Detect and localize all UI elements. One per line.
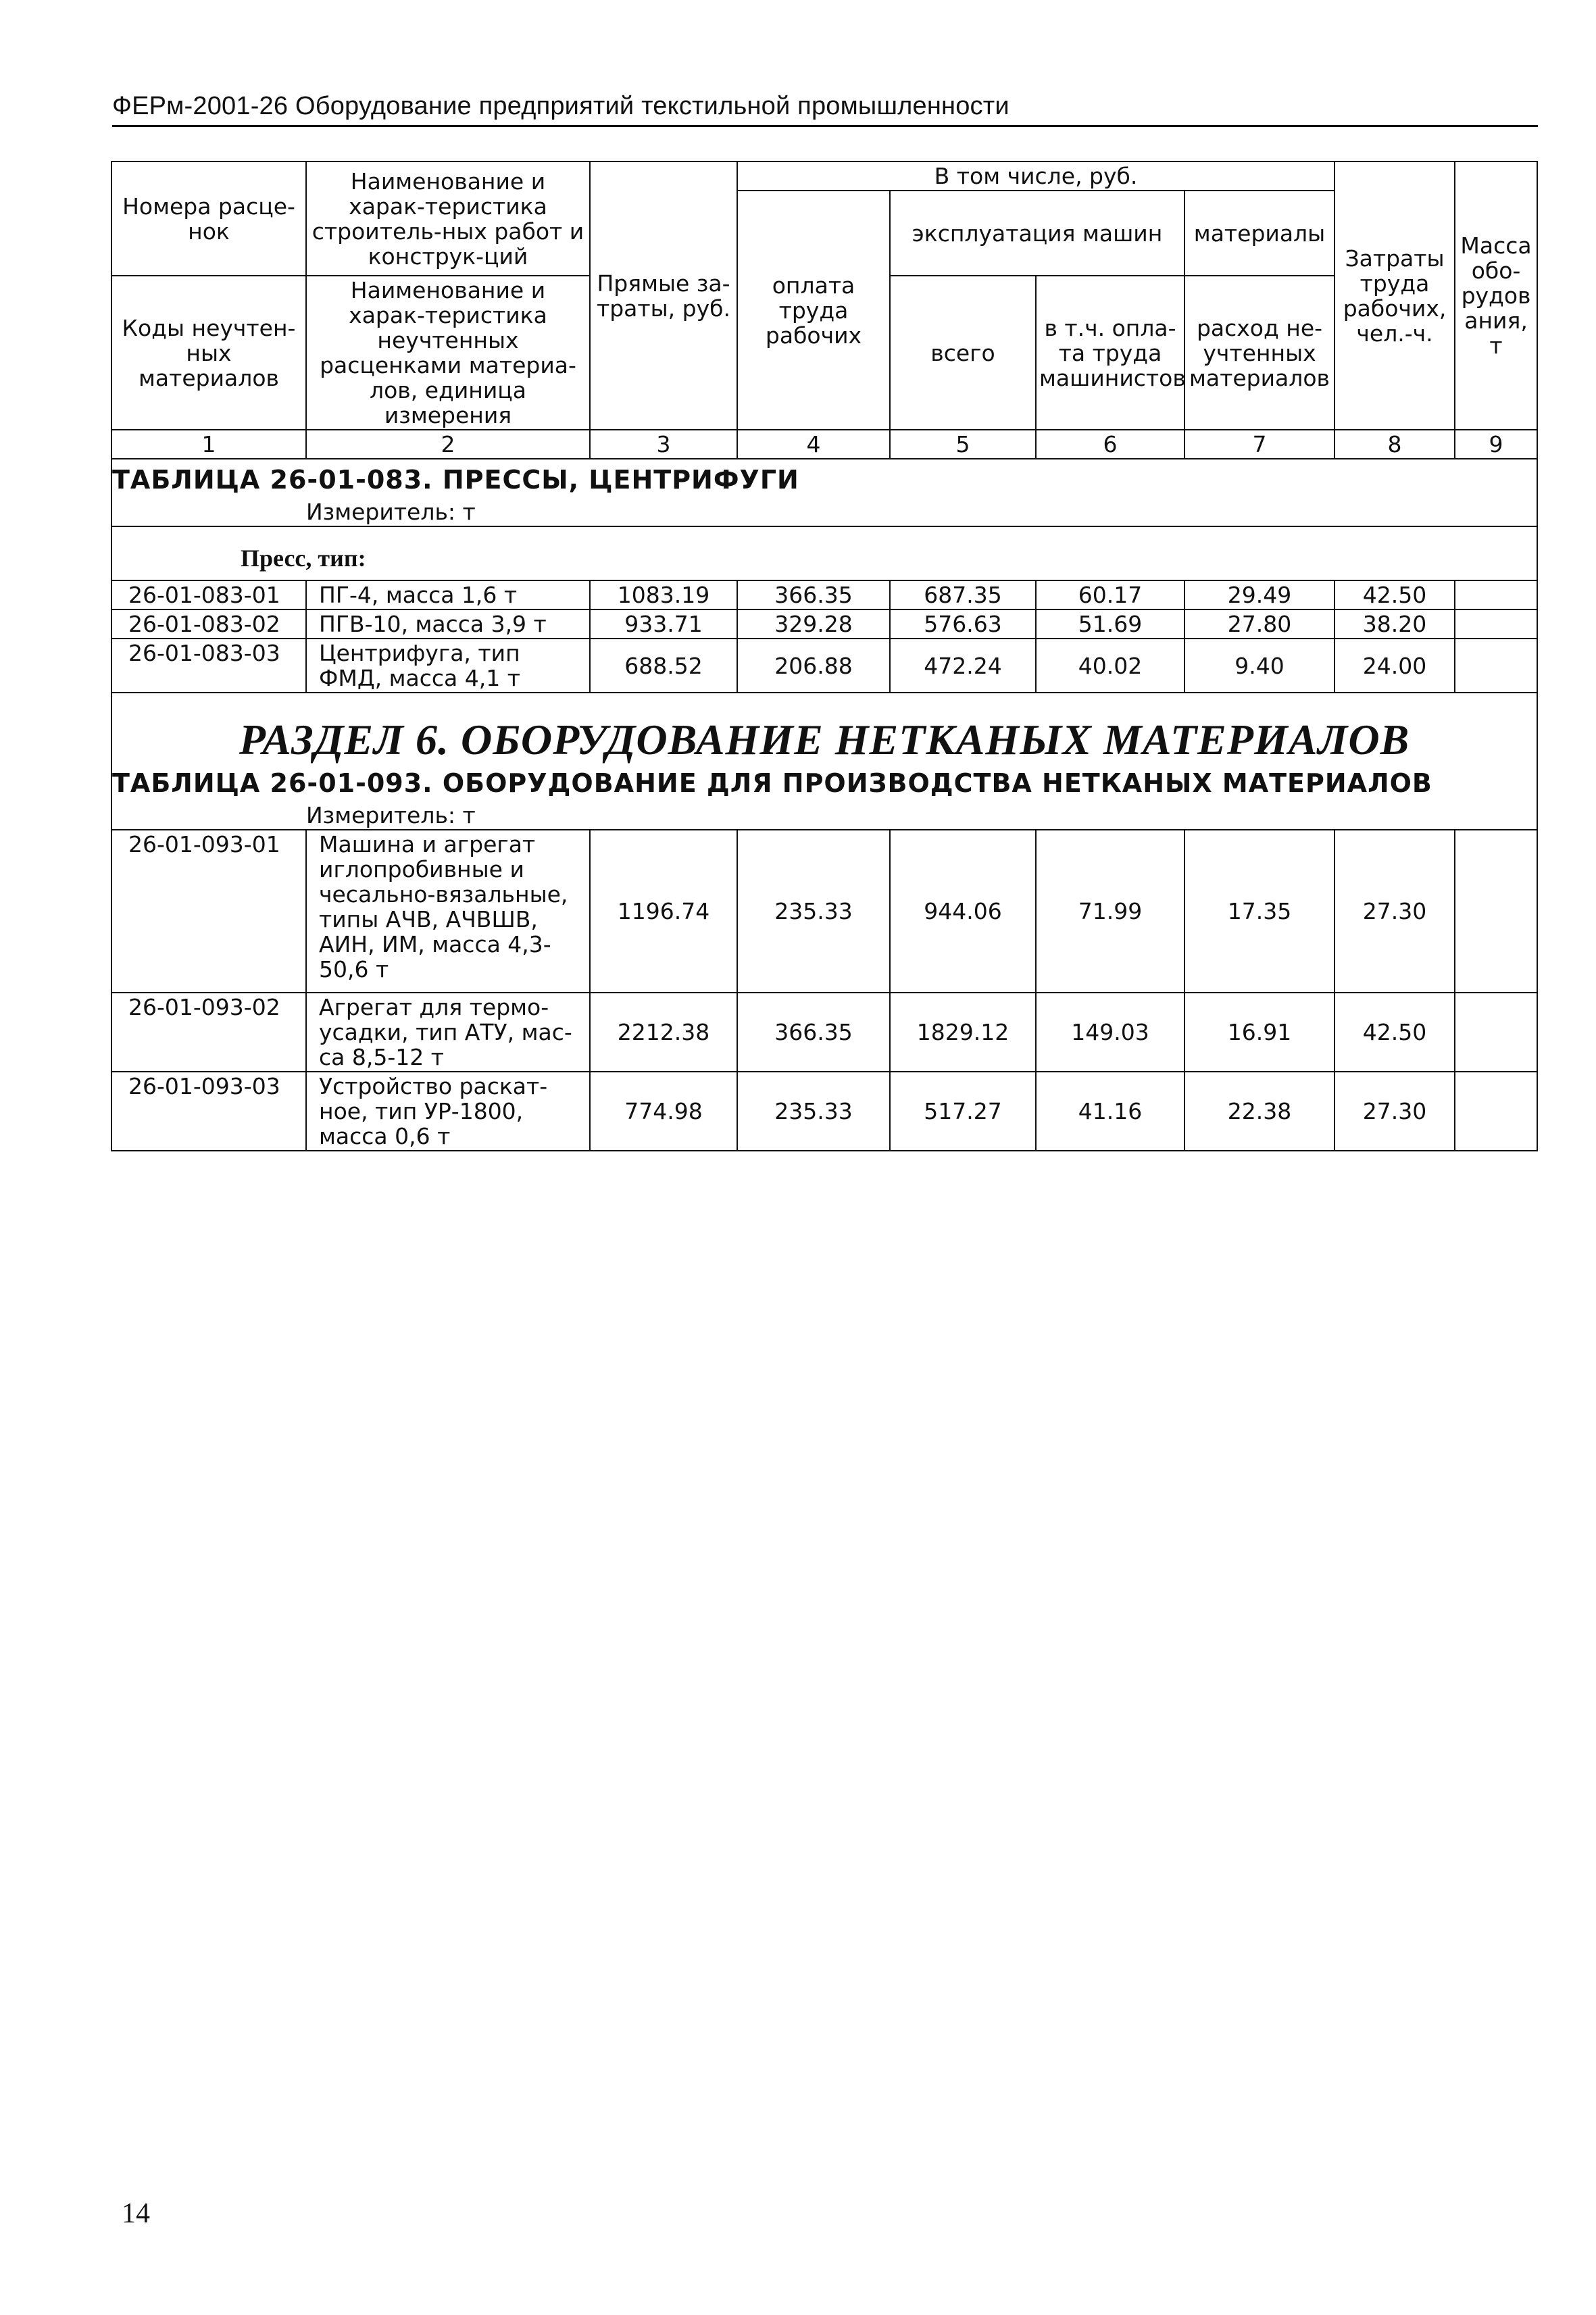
labor-costs: 235.33 [737,1072,890,1151]
machines-header: эксплуатация машин [890,191,1184,276]
direct-costs: 1196.74 [590,830,737,993]
col8-header: Затраты труда рабочих, чел.-ч. [1335,161,1455,430]
operator-costs: 149.03 [1036,993,1184,1072]
machine-costs: 517.27 [890,1072,1036,1151]
rate-code: 26-01-093-01 [111,830,306,993]
rate-name: ПГВ-10, масса 3,9 т [306,609,590,639]
operator-costs: 41.16 [1036,1072,1184,1151]
labor-hours: 27.30 [1335,1072,1455,1151]
labor-hours: 42.50 [1335,580,1455,609]
including-header: В том числе, руб. [737,161,1335,191]
machine-costs: 472.24 [890,639,1036,693]
direct-costs: 774.98 [590,1072,737,1151]
equipment-mass [1455,580,1537,609]
labor-hours: 42.50 [1335,993,1455,1072]
labor-costs: 329.28 [737,609,890,639]
table-row [111,993,1537,1072]
column-number: 1 [111,430,306,459]
column-number: 5 [890,430,1036,459]
operator-costs: 51.69 [1036,609,1184,639]
table2-title-row [111,759,1537,801]
equipment-mass [1455,830,1537,993]
column-numbers-row [111,430,1537,459]
section-row [111,693,1537,759]
col9-header: Масса обо-рудов ания, т [1455,161,1537,430]
column-number: 3 [590,430,737,459]
equipment-mass [1455,993,1537,1072]
column-number: 9 [1455,430,1537,459]
direct-costs: 2212.38 [590,993,737,1072]
col1-header-bottom: Коды неучтен-ных материалов [111,276,306,430]
col2-header-top: Наименование и харак-теристика строитель-ных работ и конструк-ций [306,161,590,276]
rate-name: ПГ-4, масса 1,6 т [306,580,590,609]
table2-measure: Измеритель: т [306,801,1537,830]
rate-code: 26-01-093-03 [111,1072,306,1151]
labor-hours: 27.30 [1335,830,1455,993]
labor-costs: 206.88 [737,639,890,693]
col3-header: Прямые за-траты, руб. [590,161,737,430]
equipment-mass [1455,609,1537,639]
material-costs: 29.49 [1184,580,1335,609]
rate-name: Центрифуга, тип ФМД, масса 4,1 т [306,639,590,693]
operator-costs: 71.99 [1036,830,1184,993]
table1-subgroup: Пресс, тип: [111,526,1537,580]
rate-name: Машина и агрегат иглопробивные и чесально-вязальные, типы АЧВ, АЧВШВ, АИН, ИМ, масса 4,3-50,6 т [306,830,590,993]
material-costs: 22.38 [1184,1072,1335,1151]
material-costs: 17.35 [1184,830,1335,993]
col6-header: в т.ч. опла-та труда машинистов [1036,276,1184,430]
machine-costs: 1829.12 [890,993,1036,1072]
machine-costs: 944.06 [890,830,1036,993]
page-header: ФЕРм-2001-26 Оборудование предприятий текстильной промышленности [112,92,1538,127]
rates-table [111,161,1538,1151]
column-number: 2 [306,430,590,459]
page-number: 14 [122,2198,150,2229]
direct-costs: 1083.19 [590,580,737,609]
rate-code: 26-01-083-03 [111,639,306,693]
column-number: 8 [1335,430,1455,459]
material-costs: 27.80 [1184,609,1335,639]
operator-costs: 40.02 [1036,639,1184,693]
header-row-1 [111,161,1537,191]
col5-header: всего [890,276,1036,430]
machine-costs: 687.35 [890,580,1036,609]
equipment-mass [1455,639,1537,693]
material-costs: 16.91 [1184,993,1335,1072]
direct-costs: 688.52 [590,639,737,693]
rate-name: Агрегат для термо-усадки, тип АТУ, мас-са 8,5-12 т [306,993,590,1072]
rate-code: 26-01-083-01 [111,580,306,609]
column-number: 7 [1184,430,1335,459]
labor-costs: 366.35 [737,993,890,1072]
labor-costs: 366.35 [737,580,890,609]
col4-header: оплата труда рабочих [737,191,890,430]
table1-measure-row [111,498,1537,526]
section-title: РАЗДЕЛ 6. ОБОРУДОВАНИЕ НЕТКАНЫХ МАТЕРИАЛОВ [111,693,1537,759]
table-row [111,580,1537,609]
machine-costs: 576.63 [890,609,1036,639]
col7-header: расход не-учтенных материалов [1184,276,1335,430]
direct-costs: 933.71 [590,609,737,639]
table2-measure-row [111,801,1537,830]
table-row [111,1072,1537,1151]
table2-title: ТАБЛИЦА 26-01-093. ОБОРУДОВАНИЕ ДЛЯ ПРОИЗВОДСТВА НЕТКАНЫХ МАТЕРИАЛОВ [111,759,1537,801]
operator-costs: 60.17 [1036,580,1184,609]
column-number: 6 [1036,430,1184,459]
table-row [111,639,1537,693]
table1-subgroup-row [111,526,1537,580]
material-costs: 9.40 [1184,639,1335,693]
rate-code: 26-01-093-02 [111,993,306,1072]
table1-title-row [111,459,1537,498]
rate-code: 26-01-083-02 [111,609,306,639]
labor-hours: 24.00 [1335,639,1455,693]
table-row [111,609,1537,639]
col1-header-top: Номера расце-нок [111,161,306,276]
column-number: 4 [737,430,890,459]
materials-header: материалы [1184,191,1335,276]
labor-costs: 235.33 [737,830,890,993]
equipment-mass [1455,1072,1537,1151]
col2-header-bottom: Наименование и харак-теристика неучтенных расценками материа-лов, единица измерения [306,276,590,430]
table1-measure: Измеритель: т [306,498,1537,526]
rate-name: Устройство раскат-ное, тип УР-1800, масса 0,6 т [306,1072,590,1151]
labor-hours: 38.20 [1335,609,1455,639]
table-row [111,830,1537,993]
table1-title: ТАБЛИЦА 26-01-083. ПРЕССЫ, ЦЕНТРИФУГИ [111,459,1537,498]
